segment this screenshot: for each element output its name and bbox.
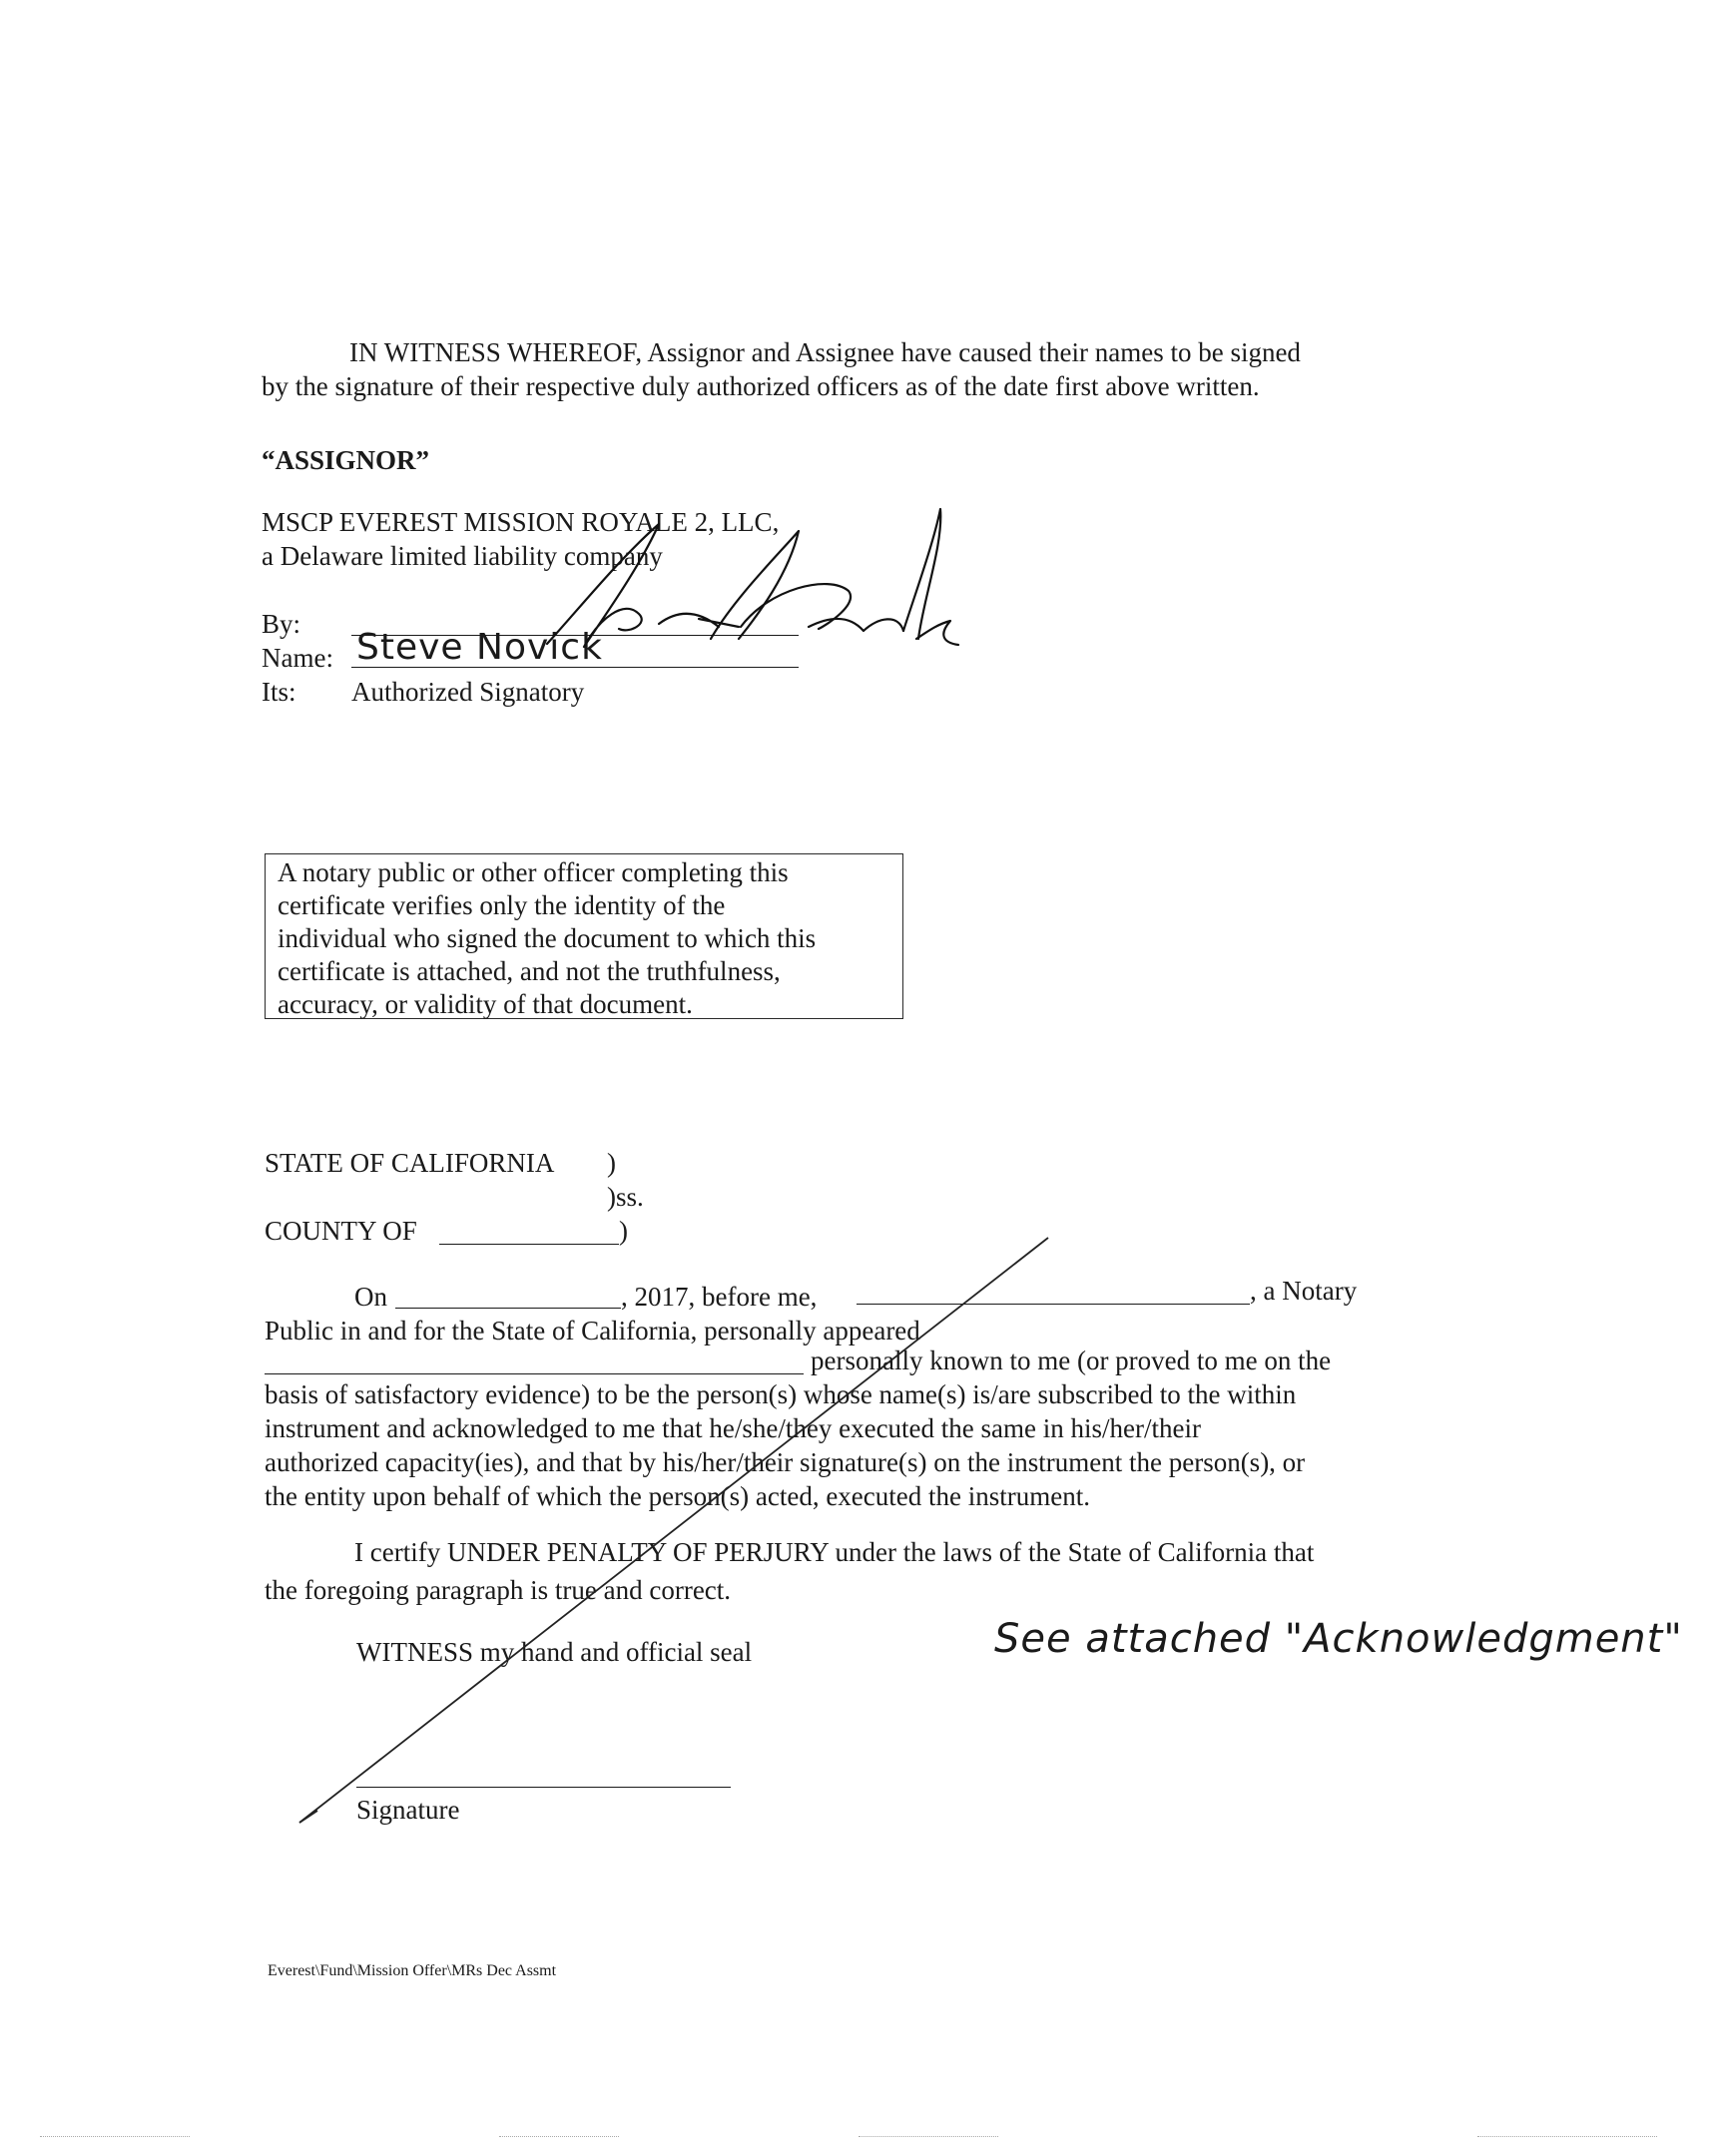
name-label: Name:	[262, 643, 333, 673]
name-value-handwritten: Steve Novick	[356, 627, 603, 668]
scan-artifact	[859, 2136, 998, 2139]
witness-seal: WITNESS my hand and official seal	[356, 1637, 753, 1667]
certify-line1: I certify UNDER PENALTY OF PERJURY under the laws of the State of California that	[354, 1537, 1315, 1567]
assignor-entity-desc: a Delaware limited liability company	[262, 541, 663, 571]
venue-paren-3: )	[619, 1216, 628, 1246]
assignor-signature	[547, 509, 958, 647]
ack-notary: , a Notary	[1250, 1276, 1358, 1306]
county-label: COUNTY OF	[265, 1216, 417, 1246]
its-label: Its:	[262, 677, 296, 707]
notary-notice-line: certificate verifies only the identity of the	[278, 890, 726, 920]
notary-notice-line: accuracy, or validity of that document.	[278, 989, 693, 1019]
ack-line6: authorized capacity(ies), and that by his/her/their signature(s) on the instrument the person(s), or	[265, 1447, 1306, 1477]
assignor-entity-name: MSCP EVEREST MISSION ROYALE 2, LLC,	[262, 507, 780, 537]
assignor-heading: “ASSIGNOR”	[262, 445, 430, 475]
footer-file-path: Everest\Fund\Mission Offer\MRs Dec Assmt	[268, 1962, 557, 1979]
cross-out-line	[299, 1238, 1048, 1823]
witness-clause-line2: by the signature of their respective duly authorized officers as of the date first above written.	[262, 371, 1260, 401]
ack-line3: personally known to me (or proved to me on the	[811, 1346, 1332, 1375]
scan-artifact	[40, 2136, 190, 2139]
scan-artifact	[499, 2136, 619, 2139]
scan-artifact	[1477, 2136, 1657, 2139]
notary-notice-line: individual who signed the document to which this	[278, 923, 817, 953]
witness-clause-line1: IN WITNESS WHEREOF, Assignor and Assignee have caused their names to be signed	[349, 337, 1301, 367]
venue-paren-1: )	[607, 1148, 616, 1178]
ack-on: On	[354, 1282, 387, 1312]
handwritten-note: See attached "Acknowledgment"	[994, 1616, 1683, 1662]
ack-line4: basis of satisfactory evidence) to be the person(s) whose name(s) is/are subscribed to the within	[265, 1379, 1297, 1409]
venue-ss: )ss.	[607, 1182, 644, 1212]
cross-out-line-tail	[299, 1811, 317, 1823]
ack-year-before: , 2017, before me,	[621, 1282, 818, 1312]
certify-line2: the foregoing paragraph is true and correct.	[265, 1575, 732, 1605]
signature-label: Signature	[356, 1795, 460, 1825]
by-label: By:	[262, 609, 301, 639]
notary-notice-line: A notary public or other officer completing this	[278, 857, 789, 887]
ack-line7: the entity upon behalf of which the person(s) acted, executed the instrument.	[265, 1481, 1090, 1511]
ack-line5: instrument and acknowledged to me that he/she/they executed the same in his/her/their	[265, 1413, 1201, 1443]
ack-line2: Public in and for the State of California, personally appeared	[265, 1316, 920, 1346]
its-value: Authorized Signatory	[351, 677, 585, 707]
state-label: STATE OF CALIFORNIA	[265, 1148, 555, 1178]
notary-notice-line: certificate is attached, and not the truthfulness,	[278, 956, 781, 986]
